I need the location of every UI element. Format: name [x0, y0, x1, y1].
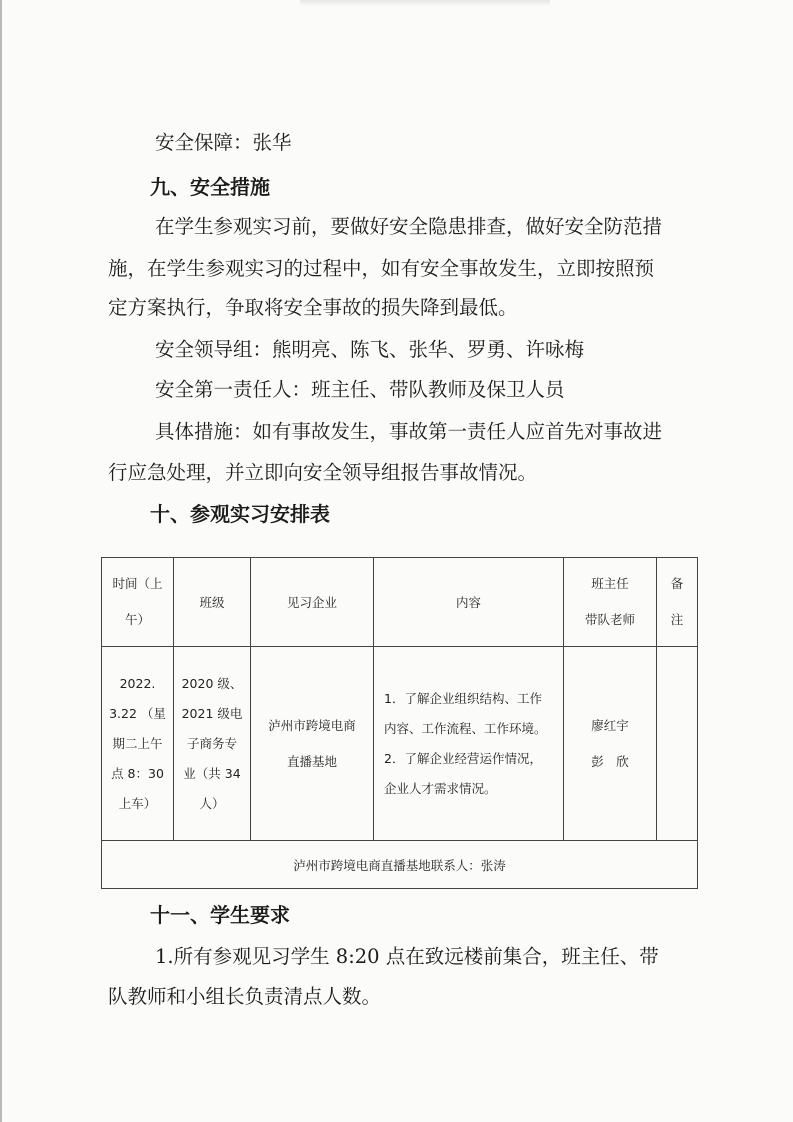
header-company: 见习企业	[251, 558, 374, 647]
section-9-paragraph-line-1: 在学生参观实习前，要做好安全隐患排查，做好安全防范措	[155, 215, 663, 238]
measures-line-2: 行应急处理，并立即向安全领导组报告事故情况。	[108, 461, 538, 484]
cell-content: 1．了解企业组织结构、工作 内容、工作流程、工作环境。 2．了解企业经营运作情况， 企业人才需求情况。	[374, 647, 564, 841]
measures-line-1: 具体措施：如有事故发生，事故第一责任人应首先对事故进	[155, 420, 663, 443]
header-teacher: 班主任 带队老师	[564, 558, 657, 647]
schedule-table	[101, 557, 698, 889]
section-11-heading: 十一、学生要求	[150, 903, 290, 927]
first-responsible-line: 安全第一责任人：班主任、带队教师及保卫人员	[155, 378, 565, 401]
header-time: 时间（上 午）	[102, 558, 174, 647]
requirement-1-line-2: 队教师和小组长负责清点人数。	[108, 985, 382, 1008]
scan-edge-mark	[0, 0, 2, 1122]
safety-guarantee-line: 安全保障：张华	[155, 131, 292, 154]
cell-time: 2022. 3.22 （星 期二上午 点 8：30 上车）	[102, 647, 174, 841]
safety-leader-group-line: 安全领导组：熊明亮、陈飞、张华、罗勇、许咏梅	[155, 338, 585, 361]
section-10-heading: 十、参观实习安排表	[150, 502, 330, 526]
cell-class: 2020 级、 2021 级电 子商务专 业（共 34 人）	[174, 647, 251, 841]
section-9-paragraph-line-3: 定方案执行，争取将安全事故的损失降到最低。	[108, 296, 518, 319]
table-row	[102, 647, 698, 841]
table-footer-row	[102, 841, 698, 889]
header-remark: 备 注	[657, 558, 698, 647]
cell-remark	[657, 647, 698, 841]
header-content: 内容	[374, 558, 564, 647]
contact-person-cell: 泸州市跨境电商直播基地联系人：张涛	[102, 841, 698, 889]
requirement-1-line-1: 1.所有参观见习学生 8:20 点在致远楼前集合，班主任、带	[155, 945, 659, 968]
scan-top-smudge	[300, 0, 550, 6]
cell-company: 泸州市跨境电商 直播基地	[251, 647, 374, 841]
table-header-row	[102, 558, 698, 647]
section-9-paragraph-line-2: 施，在学生参观实习的过程中，如有安全事故发生，立即按照预	[108, 257, 655, 280]
header-class: 班级	[174, 558, 251, 647]
cell-teacher: 廖红宇 彭 欣	[564, 647, 657, 841]
section-9-heading: 九、安全措施	[150, 175, 270, 199]
